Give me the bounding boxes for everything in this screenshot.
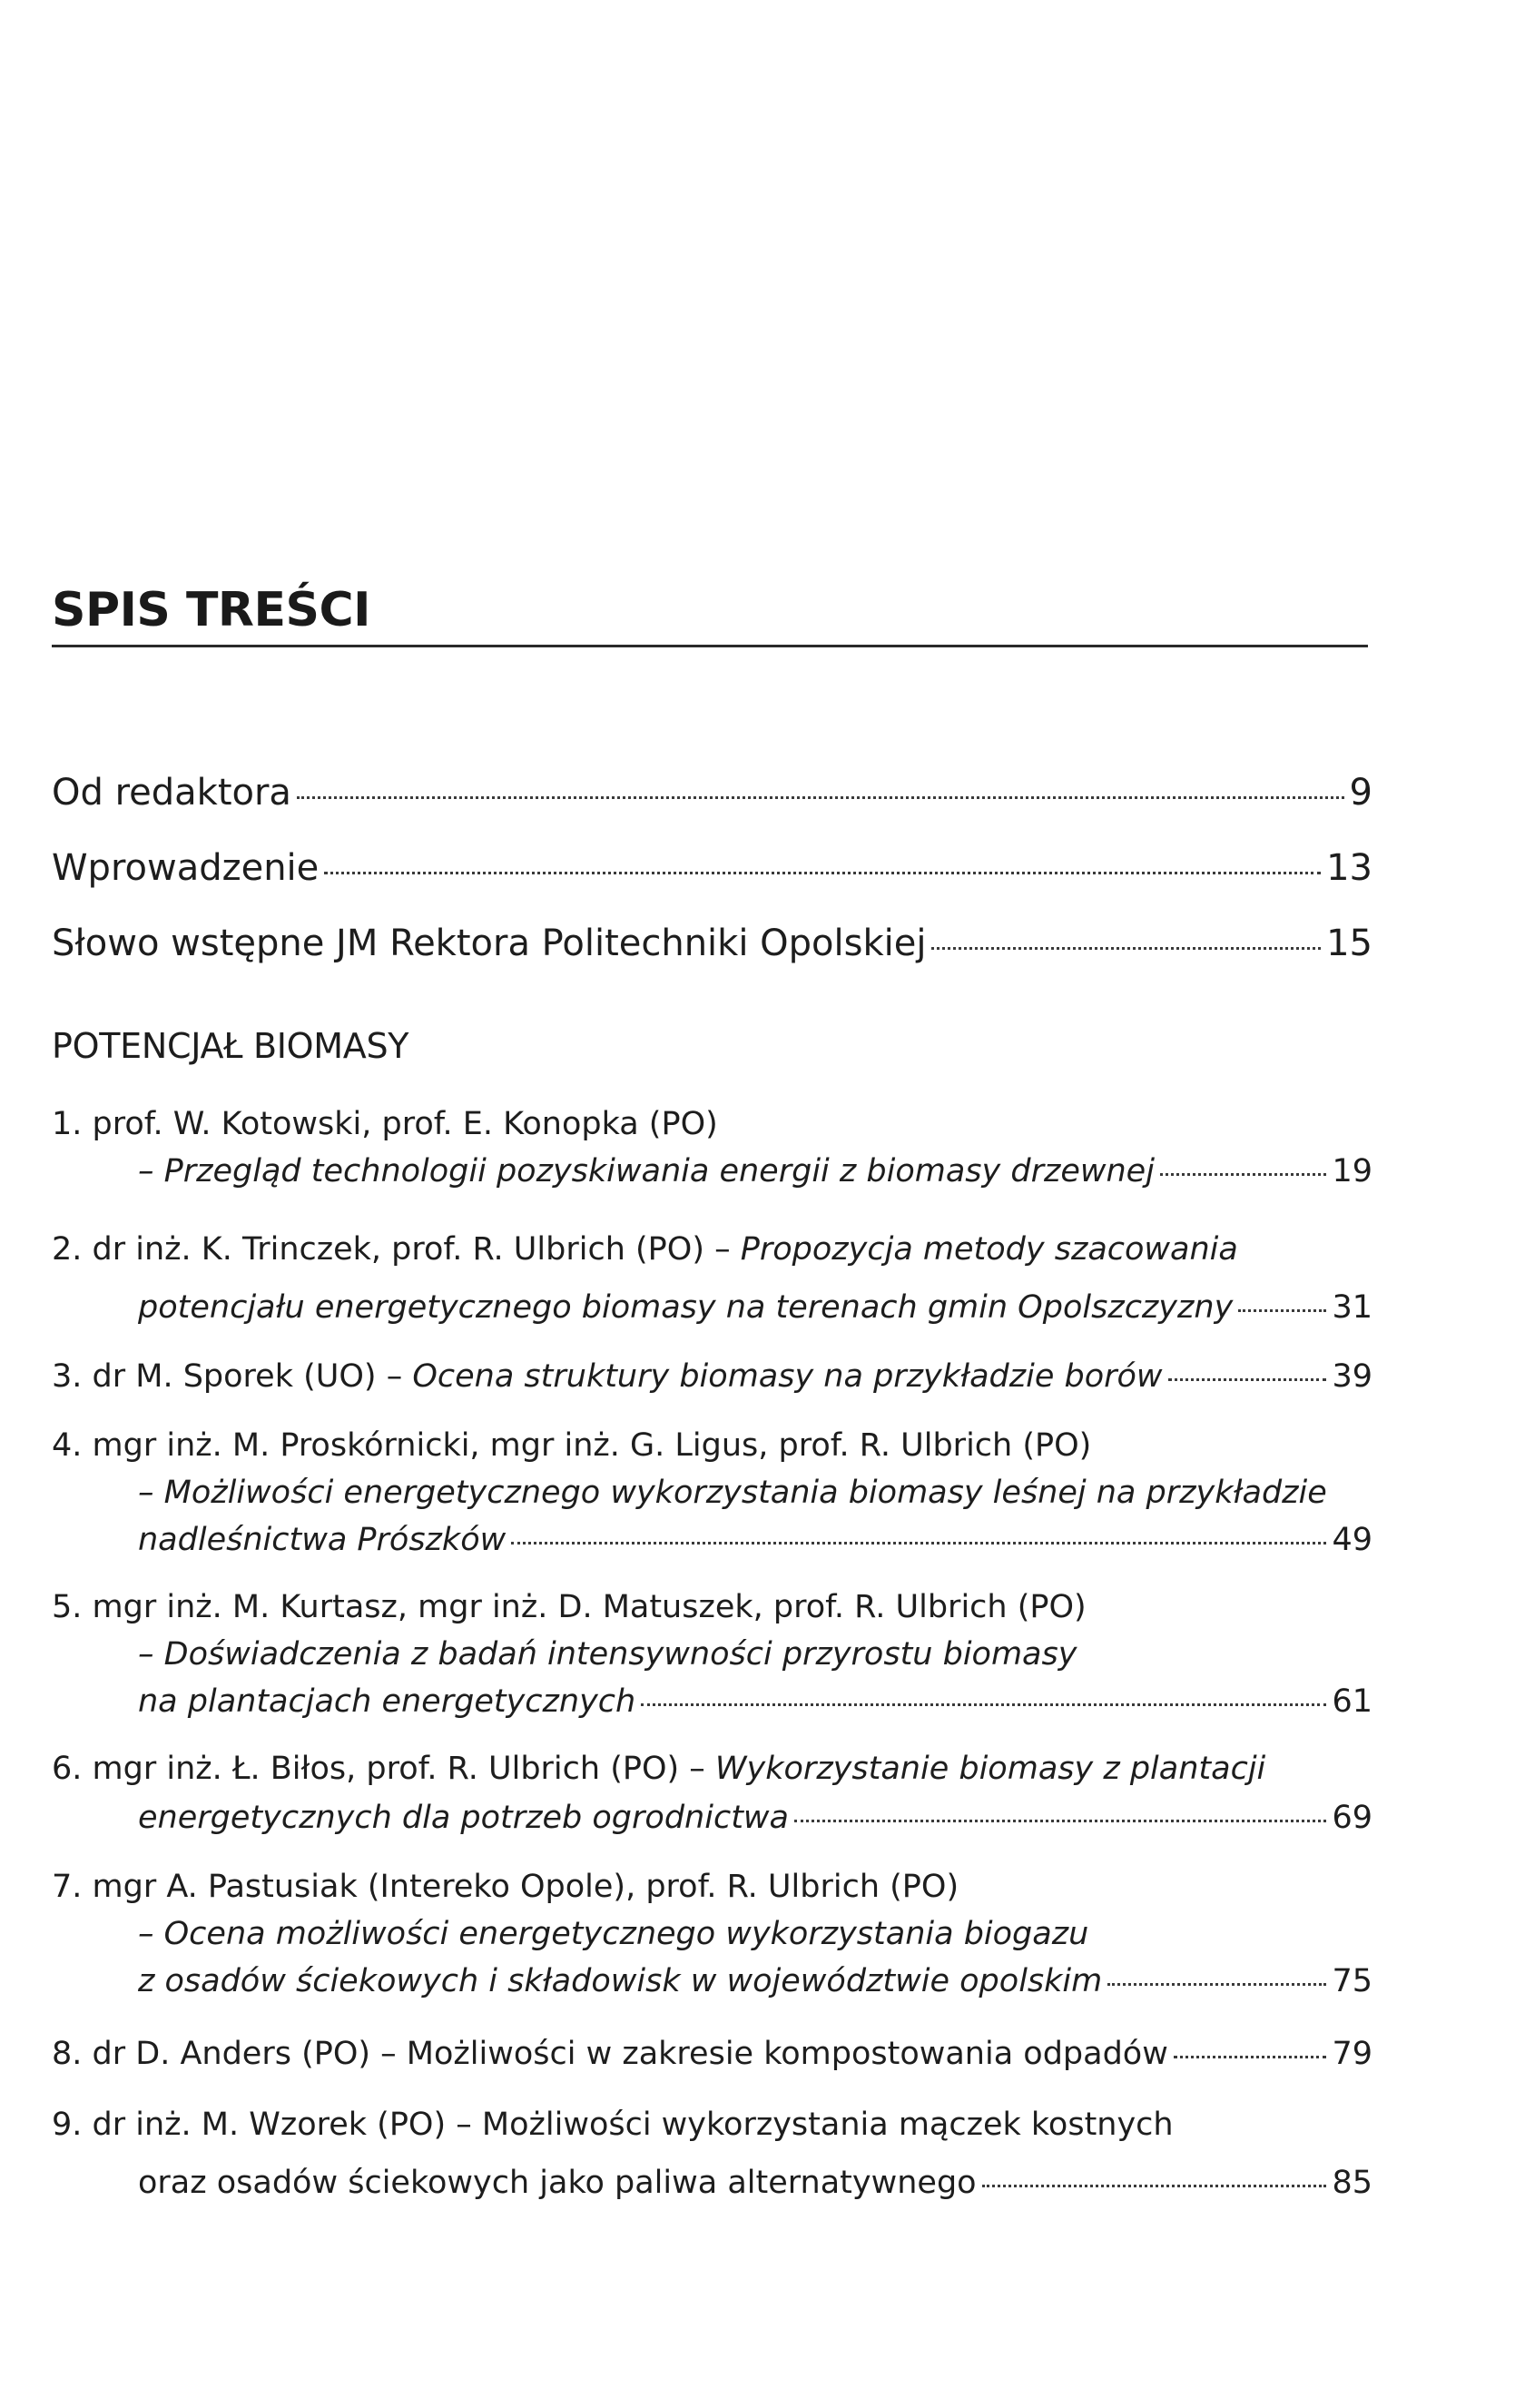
leader-dots [931, 947, 1321, 950]
toc-entry-title: potencjału energetycznego biomasy na terenach gmin Opolszczyzny [138, 1289, 1234, 1326]
toc-entry-text [52, 1358, 1163, 1395]
toc-entry-page: 75 [1332, 1963, 1372, 1999]
toc-entry-1[interactable] [138, 1153, 1372, 1189]
toc-entry-authors: 6. mgr inż. Ł. Biłos, prof. R. Ulbrich (PO) – [52, 1751, 715, 1787]
toc-entry-7[interactable] [138, 1963, 1372, 1999]
leader-dots [1160, 1173, 1327, 1176]
toc-entry-authors: 3. dr M. Sporek (UO) – [52, 1358, 413, 1395]
leader-dots [297, 796, 1344, 799]
toc-entry-1-authors: 1. prof. W. Kotowski, prof. E. Konopka (PO) [52, 1106, 718, 1142]
leader-dots [1174, 2056, 1327, 2058]
toc-entry-9[interactable] [138, 2165, 1372, 2201]
toc-entry-2[interactable] [138, 1289, 1372, 1326]
toc-entry-authors: 2. dr inż. K. Trinczek, prof. R. Ulbrich (PO) – [52, 1231, 741, 1268]
toc-entry-page: 85 [1332, 2165, 1372, 2201]
toc-entry-5-authors: 5. mgr inż. M. Kurtasz, mgr inż. D. Matuszek, prof. R. Ulbrich (PO) [52, 1589, 1087, 1625]
toc-entry-page: 49 [1332, 1522, 1372, 1558]
toc-entry-page: 61 [1332, 1683, 1372, 1720]
leader-dots [1107, 1983, 1326, 1986]
toc-item-wprowadzenie[interactable] [52, 847, 1372, 889]
toc-entry-3[interactable] [52, 1358, 1372, 1395]
toc-entry-title: Ocena struktury biomasy na przykładzie borów [412, 1358, 1163, 1395]
toc-entry-page: 69 [1332, 1800, 1372, 1836]
toc-entry-title: – Przegląd technologii pozyskiwania energii z biomasy drzewnej [138, 1153, 1155, 1189]
page-title: SPIS TREŚCI [52, 583, 370, 637]
leader-dots [511, 1542, 1326, 1544]
toc-entry-5[interactable] [138, 1683, 1372, 1720]
leader-dots [794, 1820, 1326, 1822]
toc-entry-5-title-line: – Doświadczenia z badań intensywności przyrostu biomasy [138, 1636, 1077, 1673]
leader-dots [1238, 1309, 1326, 1312]
leader-dots [641, 1703, 1326, 1706]
toc-entry-4-authors: 4. mgr inż. M. Proskórnicki, mgr inż. G. Ligus, prof. R. Ulbrich (PO) [52, 1427, 1092, 1464]
title-underline [52, 645, 1368, 647]
toc-entry-page: 39 [1332, 1358, 1372, 1395]
toc-item-label: Słowo wstępne JM Rektora Politechniki Opolskiej [52, 923, 927, 964]
toc-item-slowo-wstepne[interactable] [52, 923, 1372, 964]
toc-item-label: Wprowadzenie [52, 847, 320, 889]
toc-entry-page: 31 [1332, 1289, 1372, 1326]
toc-entry-4-title-line: – Możliwości energetycznego wykorzystania biomasy leśnej na przykładzie [138, 1475, 1327, 1511]
toc-entry-page: 79 [1332, 2036, 1372, 2072]
toc-entry-title: Wykorzystanie biomasy z plantacji [714, 1751, 1266, 1787]
toc-entry-4[interactable] [138, 1522, 1372, 1558]
toc-entry-title: oraz osadów ściekowych jako paliwa alternatywnego [138, 2165, 977, 2201]
toc-item-page: 15 [1326, 923, 1372, 964]
toc-entry-8[interactable] [52, 2036, 1372, 2072]
toc-entry-page: 19 [1332, 1153, 1372, 1189]
leader-dots [982, 2185, 1327, 2187]
toc-item-page: 9 [1349, 772, 1372, 814]
toc-item-label: Od redaktora [52, 772, 291, 814]
toc-item-page: 13 [1326, 847, 1372, 889]
toc-entry-text: 8. dr D. Anders (PO) – Możliwości w zakresie kompostowania odpadów [52, 2036, 1168, 2072]
toc-entry-title: z osadów ściekowych i składowisk w województwie opolskim [138, 1963, 1103, 1999]
toc-entry-6-line1 [52, 1751, 1265, 1787]
toc-entry-9-line1: 9. dr inż. M. Wzorek (PO) – Możliwości wykorzystania mączek kostnych [52, 2107, 1174, 2143]
toc-entry-2-line1 [52, 1231, 1238, 1268]
toc-entry-title: Propozycja metody szacowania [740, 1231, 1238, 1268]
toc-entry-7-authors: 7. mgr A. Pastusiak (Intereko Opole), prof. R. Ulbrich (PO) [52, 1869, 959, 1905]
toc-entry-title: energetycznych dla potrzeb ogrodnictwa [138, 1800, 789, 1836]
toc-entry-title: nadleśnictwa Prószków [138, 1522, 507, 1558]
leader-dots [1168, 1378, 1327, 1381]
toc-item-od-redaktora[interactable] [52, 772, 1372, 814]
toc-entry-7-title-line: – Ocena możliwości energetycznego wykorzystania biogazu [138, 1916, 1089, 1952]
leader-dots [324, 872, 1321, 874]
toc-entry-title: na plantacjach energetycznych [138, 1683, 636, 1720]
toc-entry-6[interactable] [138, 1800, 1372, 1836]
section-heading: POTENCJAŁ BIOMASY [52, 1026, 409, 1066]
